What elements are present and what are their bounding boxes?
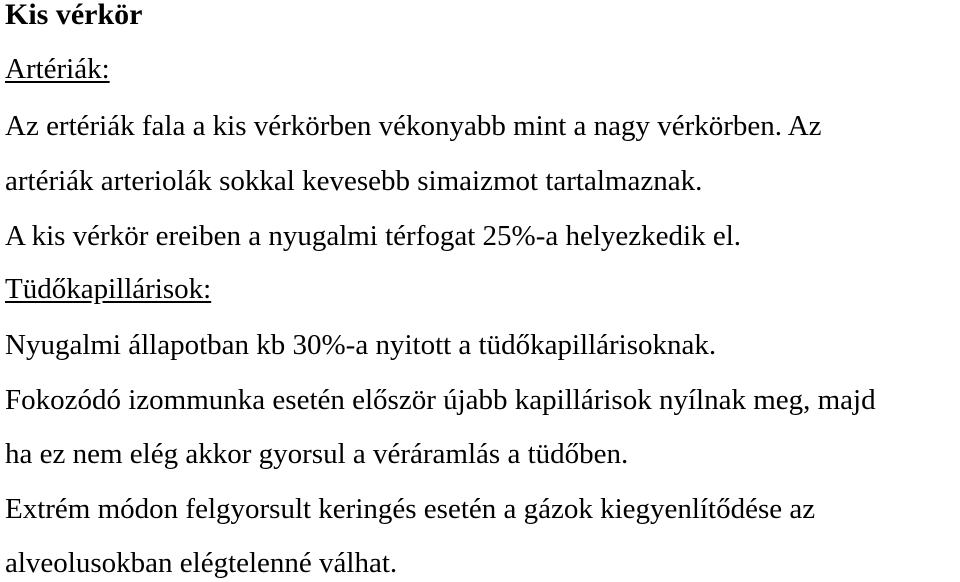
paragraph-line: Nyugalmi állapotban kb 30%-a nyitott a tüdőkapillárisoknak.: [5, 329, 717, 361]
paragraph-line: A kis vérkör ereiben a nyugalmi térfogat 25%-a helyezkedik el.: [5, 220, 742, 252]
paragraph-line: alveolusokban elégtelenné válhat.: [5, 547, 398, 579]
paragraph-line: artériák arteriolák sokkal kevesebb simaizmot tartalmaznak.: [5, 165, 703, 197]
section-heading-tudokapillarisok: Tüdőkapillárisok:: [5, 273, 212, 305]
paragraph-line: Az ertériák fala a kis vérkörben vékonyabb mint a nagy vérkörben. Az: [5, 110, 822, 142]
paragraph-line: ha ez nem elég akkor gyorsul a véráramlás a tüdőben.: [5, 438, 629, 470]
document-title: Kis vérkör: [5, 0, 143, 31]
paragraph-line: Fokozódó izommunka esetén először újabb kapillárisok nyílnak meg, majd: [5, 384, 876, 416]
paragraph-line: Extrém módon felgyorsult keringés esetén a gázok kiegyenlítődése az: [5, 493, 816, 525]
section-heading-arteriak: Artériák:: [5, 53, 110, 85]
